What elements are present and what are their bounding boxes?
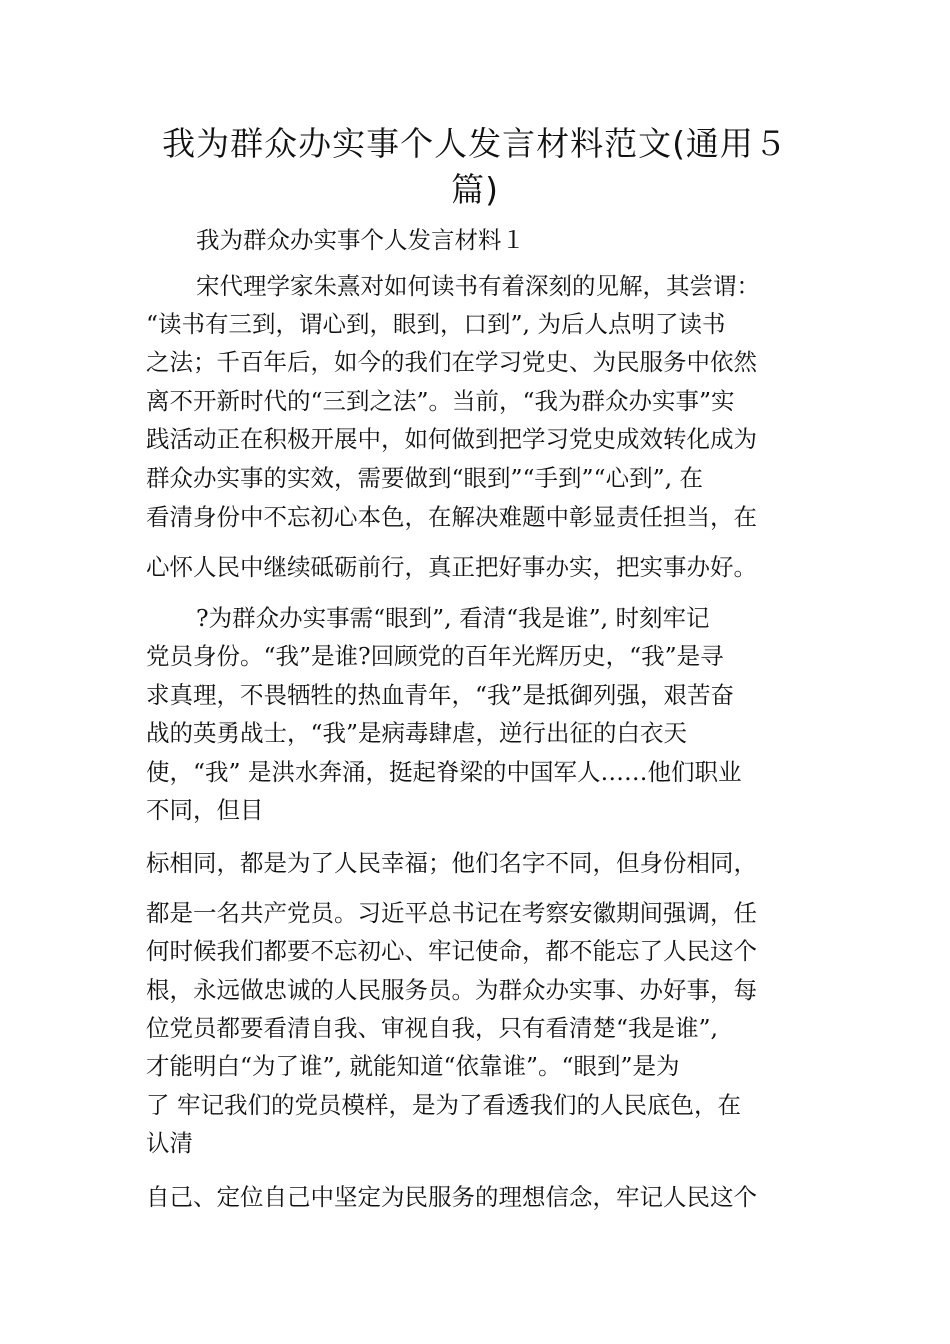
body-line: 才能明白“为了谁”, 就能知道“依靠谁”。“眼到”是为 xyxy=(146,1052,680,1080)
body-line: 认清 xyxy=(146,1129,193,1157)
body-line: ?为群众办实事需“眼到”, 看清“我是谁”, 时刻牢记 xyxy=(196,604,710,632)
body-line: 心怀人民中继续砥砺前行，真正把好事办实，把实事办好。 xyxy=(146,553,757,581)
body-line: 群众办实事的实效，需要做到“眼到”“手到”“心到”, 在 xyxy=(146,464,704,492)
body-line: 离不开新时代的“三到之法”。当前，“我为群众办实事”实 xyxy=(146,387,735,415)
body-line: 何时候我们都要不忘初心、牢记使命，都不能忘了人民这个 xyxy=(146,937,757,965)
body-line: 不同，但目 xyxy=(146,796,264,824)
body-line: 了 牢记我们的党员模样，是为了看透我们的人民底色，在 xyxy=(146,1091,741,1119)
body-line: 使，“我” 是洪水奔涌，挺起脊梁的中国军人……他们职业 xyxy=(146,758,742,786)
document-title-line-2: 篇) xyxy=(451,170,499,209)
body-line: 看清身份中不忘初心本色，在解决难题中彰显责任担当，在 xyxy=(146,503,757,531)
body-line: 自己、定位自己中坚定为民服务的理想信念，牢记人民这个 xyxy=(146,1183,757,1211)
body-line: 战的英勇战士，“我”是病毒肆虐，逆行出征的白衣天 xyxy=(146,719,688,747)
body-line: 位党员都要看清自我、审视自我，只有看清楚“我是谁”, xyxy=(146,1014,718,1042)
body-line: 宋代理学家朱熹对如何读书有着深刻的见解，其尝谓： xyxy=(196,272,760,300)
body-line: 践活动正在积极开展中，如何做到把学习党史成效转化成为 xyxy=(146,425,757,453)
body-line: 都是一名共产党员。习近平总书记在考察安徽期间强调，任 xyxy=(146,899,757,927)
body-line: 根，永远做忠诚的人民服务员。为群众办实事、办好事，每 xyxy=(146,976,757,1004)
document-title-line-1: 我为群众办实事个人发言材料范文(通用５ xyxy=(162,124,788,163)
section-heading: 我为群众办实事个人发言材料１ xyxy=(196,226,525,254)
body-line: “读书有三到，谓心到，眼到，口到”, 为后人点明了读书 xyxy=(146,310,726,338)
body-line: 求真理，不畏牺牲的热血青年，“我”是抵御列强，艰苦奋 xyxy=(146,681,735,709)
body-line: 党员身份。“我”是谁?回顾党的百年光辉历史，“我”是寻 xyxy=(146,642,724,670)
body-line: 之法；千百年后，如今的我们在学习党史、为民服务中依然 xyxy=(146,348,757,376)
body-line: 标相同，都是为了人民幸福；他们名字不同，但身份相同， xyxy=(146,849,757,877)
